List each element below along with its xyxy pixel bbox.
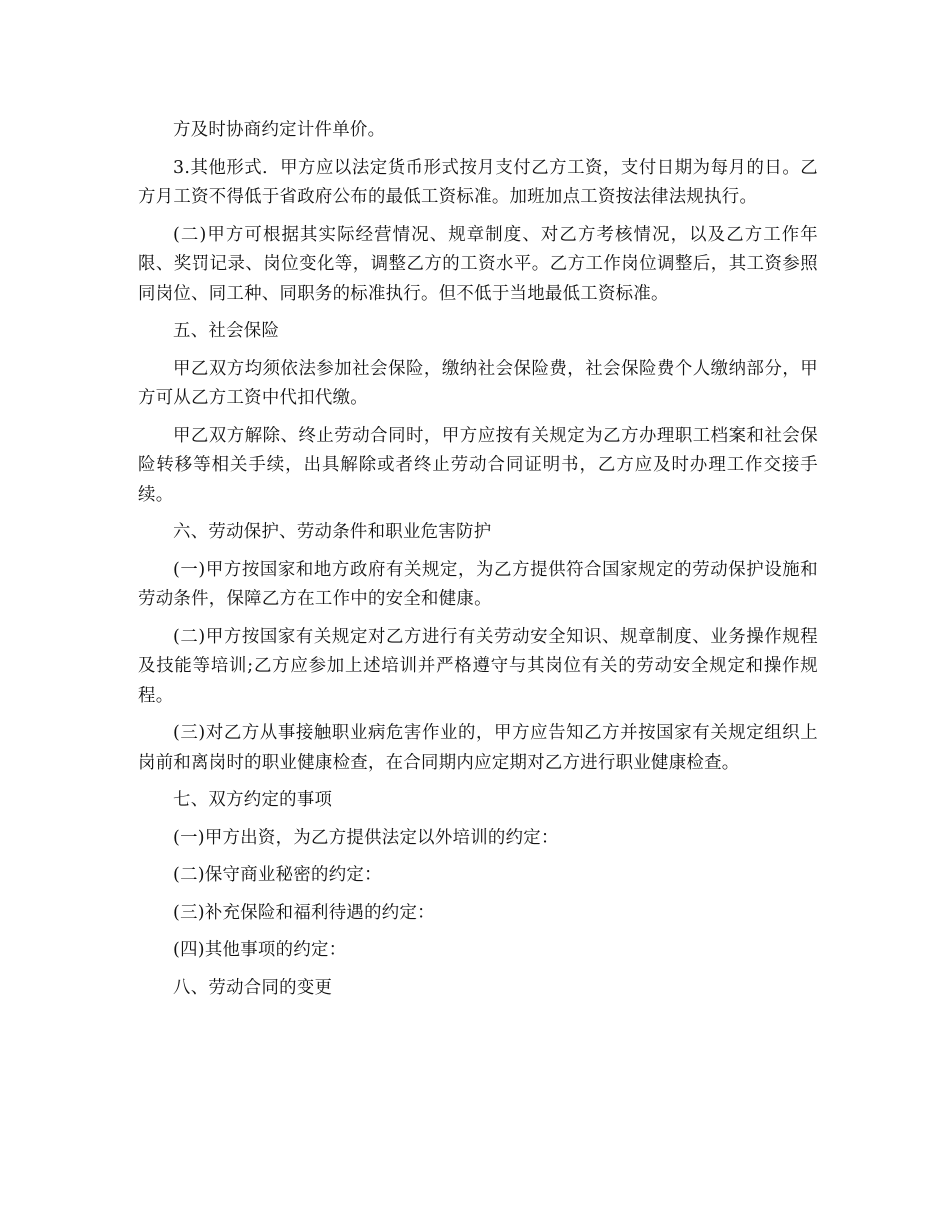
heading-labor-protection: 六、劳动保护、劳动条件和职业危害防护 — [173, 522, 492, 542]
paragraph-health-checks: (三)对乙方从事接触职业病危害作业的，甲方应告知乙方并按国家有关规定组织上岗前和离岗时的职业健康检查，在合同期内应定期对乙方进行职业健康检查。 — [138, 723, 818, 773]
paragraph-piece-rate-end: 方及时协商约定计件单价。 — [173, 120, 386, 140]
heading-contract-change: 八、劳动合同的变更 — [173, 977, 333, 998]
paragraph-insurance-participation: 甲乙双方均须依法参加社会保险，缴纳社会保险费，社会保险费个人缴纳部分，甲方可从乙方工资中代扣代缴。 — [138, 358, 818, 408]
item-training-agreement: (一)甲方出资，为乙方提供法定以外培训的约定： — [173, 827, 559, 848]
item-other-matters-agreement: (四)其他事项的约定： — [173, 940, 347, 960]
heading-social-insurance: 五、社会保险 — [173, 321, 280, 341]
paragraph-other-forms: 3.其他形式．甲方应以法定货币形式按月支付乙方工资，支付日期为每月的日。乙方月工资不得低于省政府公布的最低工资标准。加班加点工资按法律法规执行。 — [138, 157, 818, 207]
paragraph-safety-training: (二)甲方按国家有关规定对乙方进行有关劳动安全知识、规章制度、业务操作规程及技能等培训;乙方应参加上述培训并严格遵守与其岗位有关的劳动安全规定和操作规程。 — [138, 626, 818, 706]
document-body — [138, 116, 818, 1011]
paragraph-wage-adjustment: (二)甲方可根据其实际经营情况、规章制度、对乙方考核情况，以及乙方工作年限、奖罚记录、岗位变化等，调整乙方的工资水平。乙方工作岗位调整后，其工资参照同岗位、同工种、同职务的标准执行。但不低于当地最低工资标准。 — [138, 224, 818, 304]
item-supplementary-insurance-agreement: (三)补充保险和福利待遇的约定： — [173, 902, 435, 923]
item-trade-secret-agreement: (二)保守商业秘密的约定： — [173, 865, 382, 885]
paragraph-contract-termination: 甲乙双方解除、终止劳动合同时，甲方应按有关规定为乙方办理职工档案和社会保险转移等相关手续，出具解除或者终止劳动合同证明书，乙方应及时办理工作交接手续。 — [138, 425, 818, 505]
heading-agreed-matters: 七、双方约定的事项 — [173, 790, 333, 810]
paragraph-protection-facilities: (一)甲方按国家和地方政府有关规定，为乙方提供符合国家规定的劳动保护设施和劳动条件，保障乙方在工作中的安全和健康。 — [138, 559, 818, 609]
